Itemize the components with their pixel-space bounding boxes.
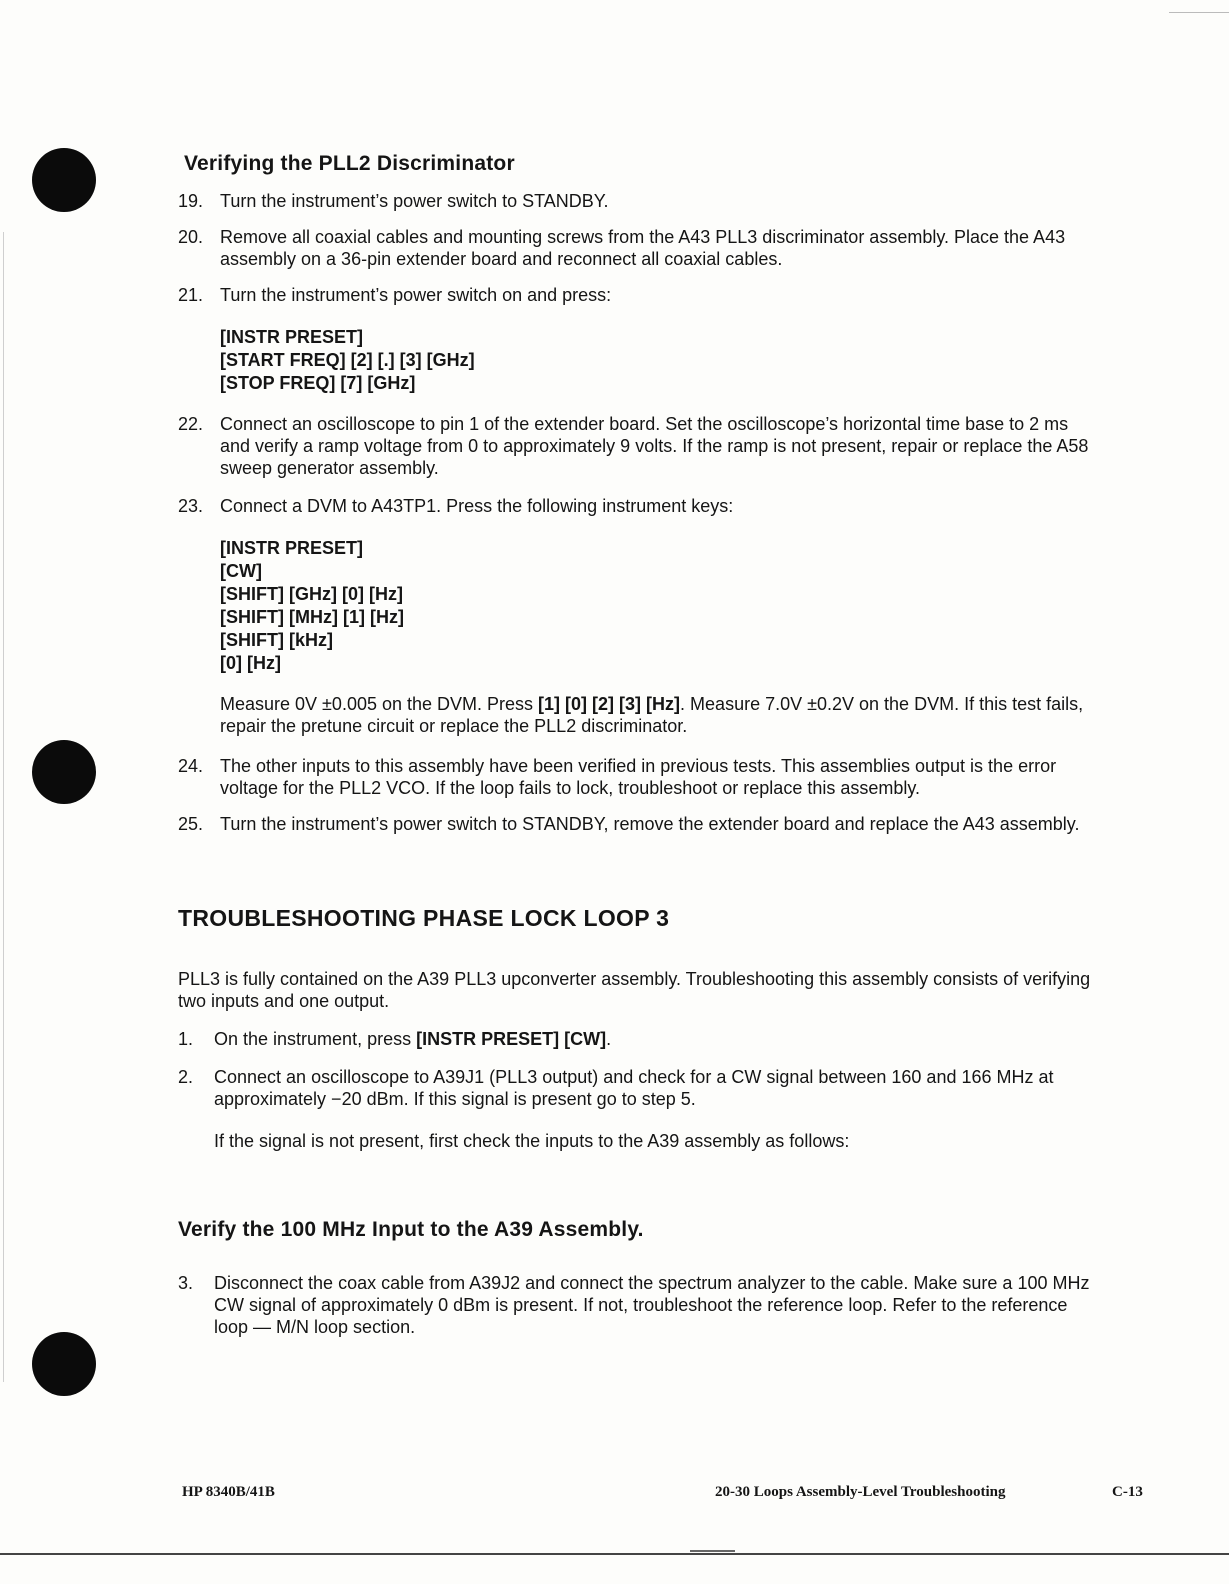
step-24 <box>178 755 1098 799</box>
measure-text: Measure 0V ±0.005 on the DVM. Press <box>220 694 539 714</box>
step-22 <box>178 413 1098 479</box>
key-line: [INSTR PRESET] <box>220 538 364 558</box>
step-text: Turn the instrument’s power switch to STANDBY, remove the extender board and replace the A43 assembly. <box>220 814 1080 834</box>
key-line: [STOP FREQ] [7] [GHz] <box>220 373 416 393</box>
step-note: If the signal is not present, first check the inputs to the A39 assembly as follows: <box>214 1131 850 1151</box>
step-number: 19. <box>178 191 204 211</box>
step-2 <box>178 1066 1098 1152</box>
key-line: [SHIFT] [kHz] <box>220 630 333 650</box>
measure-keys: [1] [0] [2] [3] [Hz] <box>538 694 681 714</box>
key-sequence <box>220 537 1098 675</box>
footer-title: 20-30 Loops Assembly-Level Troubleshooting <box>715 1484 1006 1500</box>
step-text: Turn the instrument’s power switch on and press: <box>220 285 612 305</box>
step-number: 22. <box>178 414 204 434</box>
step-19 <box>178 190 1098 212</box>
step-1 <box>178 1028 1098 1050</box>
step-number: 21. <box>178 285 204 305</box>
section-heading-100mhz: Verify the 100 MHz Input to the A39 Assembly. <box>178 1218 644 1241</box>
step-text: Connect an oscilloscope to A39J1 (PLL3 output) and check for a CW signal between 160 and 166 MHz at approximately −20 dBm. If this signal is present go to step 5. <box>214 1067 1054 1109</box>
step-number: 24. <box>178 756 204 776</box>
left-edge-mark <box>3 232 4 1382</box>
key-line: [0] [Hz] <box>220 653 281 673</box>
step-3 <box>178 1272 1098 1338</box>
top-edge-line <box>1169 12 1229 13</box>
step-number: 23. <box>178 496 204 516</box>
section-heading-pll3: TROUBLESHOOTING PHASE LOCK LOOP 3 <box>178 905 670 931</box>
step-23 <box>178 495 1098 737</box>
binder-hole <box>32 1332 96 1396</box>
binder-hole <box>32 148 96 212</box>
section-heading-pll2: Verifying the PLL2 Discriminator <box>184 152 515 175</box>
page-content <box>178 148 1098 1338</box>
step-text: Connect an oscilloscope to pin 1 of the extender board. Set the oscilloscope’s horizontal time base to 2 ms and verify a ramp voltage from 0 to approximately 9 volts. If the ramp is not present, repair or replace the A58 sweep generator assembly. <box>220 414 1089 478</box>
step-text: Remove all coaxial cables and mounting screws from the A43 PLL3 discriminator assembly. Place the A43 assembly on a 36-pin extender board and reconnect all coaxial cables. <box>220 227 1066 269</box>
measure-instruction <box>220 693 1098 737</box>
key-line: [CW] <box>220 561 262 581</box>
measure-text: . Measure 7.0V ±0.2V on the DVM. If this test fails, repair the pretune circuit or replace the PLL2 discriminator. <box>220 694 1084 736</box>
step-keys: [INSTR PRESET] [CW] <box>416 1029 607 1049</box>
step-21 <box>178 284 1098 395</box>
input-steps <box>178 1272 1098 1338</box>
binder-hole <box>32 740 96 804</box>
bottom-edge-line <box>0 1553 1229 1555</box>
step-number: 3. <box>178 1273 194 1293</box>
key-line: [SHIFT] [MHz] [1] [Hz] <box>220 607 404 627</box>
bottom-edge-mark <box>690 1550 735 1552</box>
step-text: Connect a DVM to A43TP1. Press the following instrument keys: <box>220 496 734 516</box>
pll3-intro: PLL3 is fully contained on the A39 PLL3 upconverter assembly. Troubleshooting this assembly consists of verifying two inputs and one output. <box>178 969 1091 1011</box>
step-number: 2. <box>178 1067 194 1087</box>
step-25 <box>178 813 1098 835</box>
footer-model: HP 8340B/41B <box>182 1484 275 1500</box>
step-number: 1. <box>178 1029 194 1049</box>
key-line: [INSTR PRESET] <box>220 327 364 347</box>
step-text-end: . <box>606 1029 612 1049</box>
step-number: 25. <box>178 814 204 834</box>
step-text: Turn the instrument’s power switch to STANDBY. <box>220 191 609 211</box>
key-sequence <box>220 326 1098 395</box>
key-line: [START FREQ] [2] [.] [3] [GHz] <box>220 350 475 370</box>
key-line: [SHIFT] [GHz] [0] [Hz] <box>220 584 403 604</box>
step-text: On the instrument, press <box>214 1029 417 1049</box>
pll2-steps <box>178 190 1098 835</box>
step-number: 20. <box>178 227 204 247</box>
step-text: Disconnect the coax cable from A39J2 and connect the spectrum analyzer to the cable. Make sure a 100 MHz CW signal of approximately 0 dBm is present. If not, troubleshoot the reference loop. Refer to the reference loop — M/N loop section. <box>214 1273 1090 1337</box>
step-20 <box>178 226 1098 270</box>
step-text: The other inputs to this assembly have been verified in previous tests. This assemblies output is the error voltage for the PLL2 VCO. If the loop fails to lock, troubleshoot or replace this assembly. <box>220 756 1057 798</box>
pll3-steps <box>178 1028 1098 1152</box>
footer-page-number: C-13 <box>1112 1484 1143 1500</box>
